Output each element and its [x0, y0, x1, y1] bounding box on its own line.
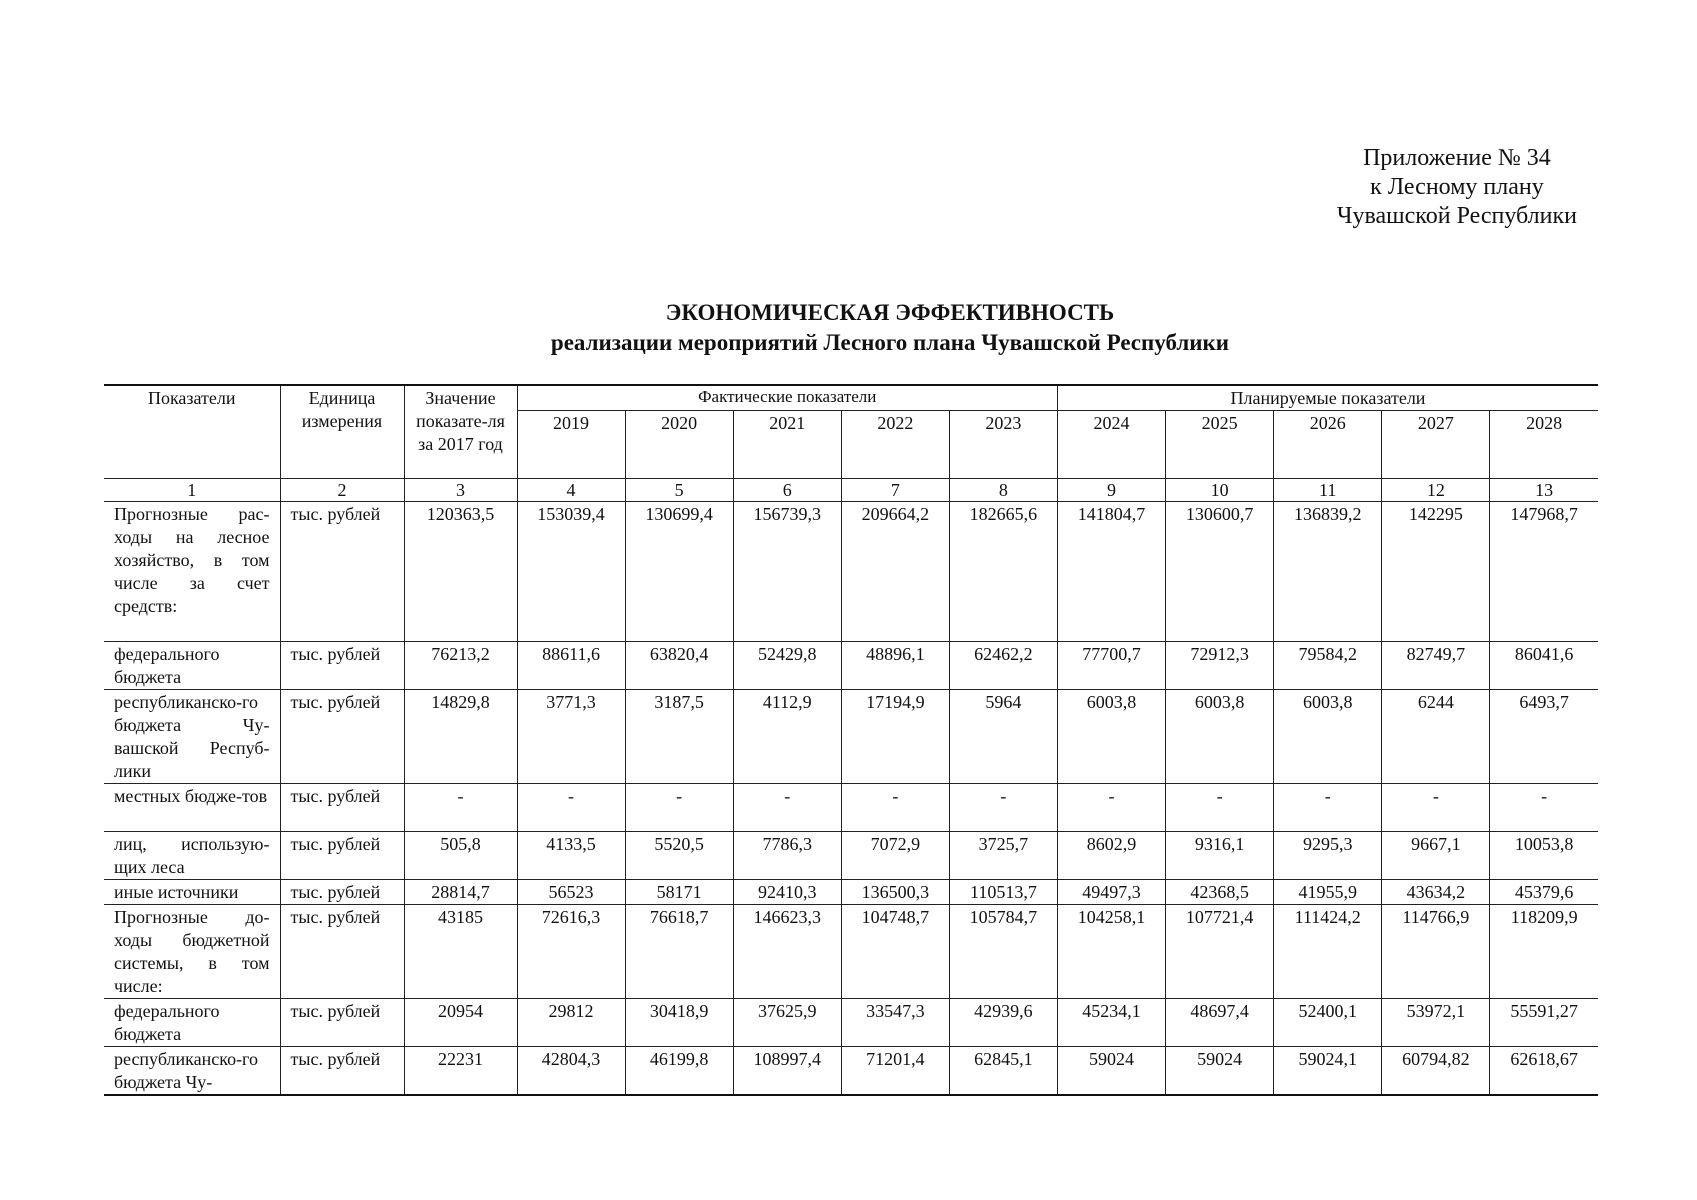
- value-cell: 76213,2: [404, 642, 517, 690]
- table-row: [104, 880, 1598, 905]
- value-cell: 72912,3: [1166, 642, 1274, 690]
- column-number: 12: [1382, 479, 1490, 502]
- value-cell: 20954: [404, 999, 517, 1047]
- value-cell: 104258,1: [1057, 905, 1165, 999]
- unit-cell: тыс. рублей: [280, 1047, 404, 1096]
- value-cell: 14829,8: [404, 690, 517, 784]
- value-cell: 63820,4: [625, 642, 733, 690]
- value-cell: 6493,7: [1490, 690, 1598, 784]
- value-cell: 4112,9: [733, 690, 841, 784]
- unit-cell: тыс. рублей: [280, 642, 404, 690]
- value-cell: 9295,3: [1274, 832, 1382, 880]
- value-cell: 3771,3: [517, 690, 625, 784]
- indicator-cell: федерального бюджета: [104, 999, 280, 1047]
- table-row: [104, 1047, 1598, 1096]
- value-cell: 104748,7: [841, 905, 949, 999]
- value-cell: 30418,9: [625, 999, 733, 1047]
- column-number: 6: [733, 479, 841, 502]
- column-number: 2: [280, 479, 404, 502]
- value-cell: 3725,7: [949, 832, 1057, 880]
- column-number: 3: [404, 479, 517, 502]
- unit-cell: тыс. рублей: [280, 999, 404, 1047]
- value-cell: 52429,8: [733, 642, 841, 690]
- value-cell: 77700,7: [1057, 642, 1165, 690]
- unit-cell: тыс. рублей: [280, 880, 404, 905]
- unit-cell: тыс. рублей: [280, 690, 404, 784]
- value-cell: 46199,8: [625, 1047, 733, 1096]
- efficiency-table: [104, 384, 1598, 1096]
- value-cell: 92410,3: [733, 880, 841, 905]
- value-cell: 5964: [949, 690, 1057, 784]
- table-row: [104, 999, 1598, 1047]
- value-cell: -: [1166, 784, 1274, 832]
- indicator-cell: Прогнозные рас-ходы на лесное хозяйство, в том числе за счет средств:: [104, 502, 280, 642]
- header-year: 2023: [949, 411, 1057, 479]
- value-cell: 7072,9: [841, 832, 949, 880]
- value-cell: -: [733, 784, 841, 832]
- column-number: 11: [1274, 479, 1382, 502]
- value-cell: 4133,5: [517, 832, 625, 880]
- value-cell: 48896,1: [841, 642, 949, 690]
- header-year: 2026: [1274, 411, 1382, 479]
- value-cell: 52400,1: [1274, 999, 1382, 1047]
- value-cell: 62462,2: [949, 642, 1057, 690]
- value-cell: 153039,4: [517, 502, 625, 642]
- value-cell: 114766,9: [1382, 905, 1490, 999]
- value-cell: 55591,27: [1490, 999, 1598, 1047]
- header-year: 2024: [1057, 411, 1165, 479]
- unit-cell: тыс. рублей: [280, 502, 404, 642]
- indicator-cell: республиканско-го бюджета Чу-вашской Респуб-лики: [104, 690, 280, 784]
- value-cell: 49497,3: [1057, 880, 1165, 905]
- table-row: [104, 832, 1598, 880]
- header-year: 2022: [841, 411, 949, 479]
- value-cell: 59024: [1057, 1047, 1165, 1096]
- value-cell: 111424,2: [1274, 905, 1382, 999]
- value-cell: 43185: [404, 905, 517, 999]
- header-year: 2020: [625, 411, 733, 479]
- value-cell: 37625,9: [733, 999, 841, 1047]
- value-cell: -: [1382, 784, 1490, 832]
- column-number: 8: [949, 479, 1057, 502]
- value-cell: 76618,7: [625, 905, 733, 999]
- header-year: 2021: [733, 411, 841, 479]
- value-cell: -: [625, 784, 733, 832]
- value-cell: 156739,3: [733, 502, 841, 642]
- indicator-cell: федерального бюджета: [104, 642, 280, 690]
- header-year: 2027: [1382, 411, 1490, 479]
- indicator-cell: местных бюдже-тов: [104, 784, 280, 832]
- unit-cell: тыс. рублей: [280, 784, 404, 832]
- value-cell: 142295: [1382, 502, 1490, 642]
- header-year: 2019: [517, 411, 625, 479]
- value-cell: 9316,1: [1166, 832, 1274, 880]
- column-number: 4: [517, 479, 625, 502]
- value-cell: 182665,6: [949, 502, 1057, 642]
- value-cell: 8602,9: [1057, 832, 1165, 880]
- value-cell: 3187,5: [625, 690, 733, 784]
- column-number: 10: [1166, 479, 1274, 502]
- value-cell: -: [1274, 784, 1382, 832]
- value-cell: 146623,3: [733, 905, 841, 999]
- column-number: 5: [625, 479, 733, 502]
- value-cell: -: [1490, 784, 1598, 832]
- column-number-row: [104, 479, 1598, 502]
- table-body: [104, 502, 1598, 1096]
- value-cell: 6003,8: [1057, 690, 1165, 784]
- table-row: [104, 690, 1598, 784]
- document-title: [0, 298, 1697, 358]
- value-cell: 136500,3: [841, 880, 949, 905]
- value-cell: 130600,7: [1166, 502, 1274, 642]
- value-cell: 45379,6: [1490, 880, 1598, 905]
- value-cell: 42368,5: [1166, 880, 1274, 905]
- column-number: 13: [1490, 479, 1598, 502]
- annex-line-3: Чувашской Республики: [1336, 203, 1577, 229]
- value-cell: 42804,3: [517, 1047, 625, 1096]
- value-cell: 22231: [404, 1047, 517, 1096]
- value-cell: 17194,9: [841, 690, 949, 784]
- value-cell: 5520,5: [625, 832, 733, 880]
- title-line-2: реализации мероприятий Лесного плана Чувашской Республики: [550, 330, 1230, 355]
- value-cell: 59024,1: [1274, 1047, 1382, 1096]
- value-cell: 86041,6: [1490, 642, 1598, 690]
- unit-cell: тыс. рублей: [280, 832, 404, 880]
- value-cell: 9667,1: [1382, 832, 1490, 880]
- value-cell: 6003,8: [1274, 690, 1382, 784]
- value-cell: 136839,2: [1274, 502, 1382, 642]
- header-year: 2025: [1166, 411, 1274, 479]
- value-cell: 56523: [517, 880, 625, 905]
- value-cell: -: [949, 784, 1057, 832]
- value-cell: 141804,7: [1057, 502, 1165, 642]
- value-cell: 88611,6: [517, 642, 625, 690]
- annex-line-2: к Лесному плану: [1370, 174, 1544, 200]
- column-number: 7: [841, 479, 949, 502]
- value-cell: -: [404, 784, 517, 832]
- table-row: [104, 905, 1598, 999]
- value-cell: 209664,2: [841, 502, 949, 642]
- value-cell: 45234,1: [1057, 999, 1165, 1047]
- value-cell: 60794,82: [1382, 1047, 1490, 1096]
- value-cell: 53972,1: [1382, 999, 1490, 1047]
- annex-block: [1337, 144, 1577, 231]
- value-cell: 29812: [517, 999, 625, 1047]
- value-cell: 42939,6: [949, 999, 1057, 1047]
- value-cell: 10053,8: [1490, 832, 1598, 880]
- value-cell: -: [841, 784, 949, 832]
- value-cell: 6003,8: [1166, 690, 1274, 784]
- value-cell: 6244: [1382, 690, 1490, 784]
- table-row: [104, 784, 1598, 832]
- value-cell: 118209,9: [1490, 905, 1598, 999]
- value-cell: 105784,7: [949, 905, 1057, 999]
- value-cell: 28814,7: [404, 880, 517, 905]
- indicator-cell: иные источники: [104, 880, 280, 905]
- value-cell: 7786,3: [733, 832, 841, 880]
- header-year: 2028: [1490, 411, 1598, 479]
- value-cell: 62618,67: [1490, 1047, 1598, 1096]
- header-unit: Единица измерения: [280, 385, 404, 479]
- header-actual: Фактические показатели: [517, 385, 1057, 411]
- title-line-1: ЭКОНОМИЧЕСКАЯ ЭФФЕКТИВНОСТЬ: [665, 300, 1115, 325]
- value-cell: 62845,1: [949, 1047, 1057, 1096]
- value-cell: 43634,2: [1382, 880, 1490, 905]
- table-row: [104, 642, 1598, 690]
- value-cell: 59024: [1166, 1047, 1274, 1096]
- value-cell: 79584,2: [1274, 642, 1382, 690]
- indicator-cell: Прогнозные до-ходы бюджетной системы, в том числе:: [104, 905, 280, 999]
- table-row: [104, 502, 1598, 642]
- header-base-value: Значение показате-ля за 2017 год: [404, 385, 517, 479]
- value-cell: 147968,7: [1490, 502, 1598, 642]
- value-cell: 130699,4: [625, 502, 733, 642]
- value-cell: 82749,7: [1382, 642, 1490, 690]
- annex-line-1: Приложение № 34: [1363, 145, 1551, 171]
- header-planned: Планируемые показатели: [1057, 385, 1598, 411]
- value-cell: 72616,3: [517, 905, 625, 999]
- column-number: 9: [1057, 479, 1165, 502]
- value-cell: 107721,4: [1166, 905, 1274, 999]
- value-cell: -: [1057, 784, 1165, 832]
- header-indicators: Показатели: [104, 385, 280, 479]
- value-cell: 110513,7: [949, 880, 1057, 905]
- unit-cell: тыс. рублей: [280, 905, 404, 999]
- value-cell: 120363,5: [404, 502, 517, 642]
- indicator-cell: республиканско-го бюджета Чу-: [104, 1047, 280, 1096]
- value-cell: 41955,9: [1274, 880, 1382, 905]
- value-cell: 33547,3: [841, 999, 949, 1047]
- value-cell: 48697,4: [1166, 999, 1274, 1047]
- value-cell: 71201,4: [841, 1047, 949, 1096]
- indicator-cell: лиц, использую-щих леса: [104, 832, 280, 880]
- column-number: 1: [104, 479, 280, 502]
- value-cell: 58171: [625, 880, 733, 905]
- value-cell: -: [517, 784, 625, 832]
- value-cell: 108997,4: [733, 1047, 841, 1096]
- value-cell: 505,8: [404, 832, 517, 880]
